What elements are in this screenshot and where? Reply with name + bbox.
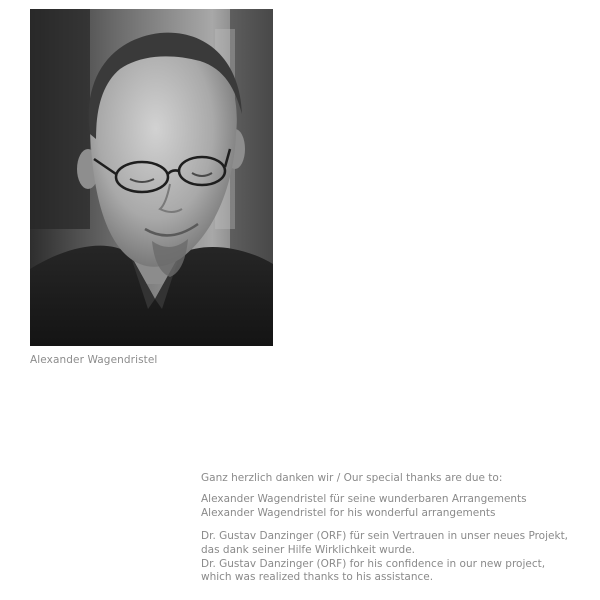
portrait-photo <box>30 9 273 346</box>
thanks-line: Alexander Wagendristel für seine wunderbaren Arrangements <box>201 493 527 505</box>
thanks-line: which was realized thanks to his assistance. <box>201 571 434 584</box>
photo-caption: Alexander Wagendristel <box>30 354 158 366</box>
thanks-heading: Ganz herzlich danken wir / Our special thanks are due to: <box>201 472 503 484</box>
thanks-line: Dr. Gustav Danzinger (ORF) for his confidence in our new project, <box>201 557 546 570</box>
thanks-block-arrangements <box>201 493 527 521</box>
thanks-line: das dank seiner Hilfe Wirklichkeit wurde. <box>201 543 416 556</box>
thanks-line: Alexander Wagendristel for his wonderful arrangements <box>201 506 496 519</box>
thanks-block-danzinger <box>201 530 568 585</box>
thanks-line: Dr. Gustav Danzinger (ORF) für sein Vertrauen in unser neues Projekt, <box>201 530 569 542</box>
